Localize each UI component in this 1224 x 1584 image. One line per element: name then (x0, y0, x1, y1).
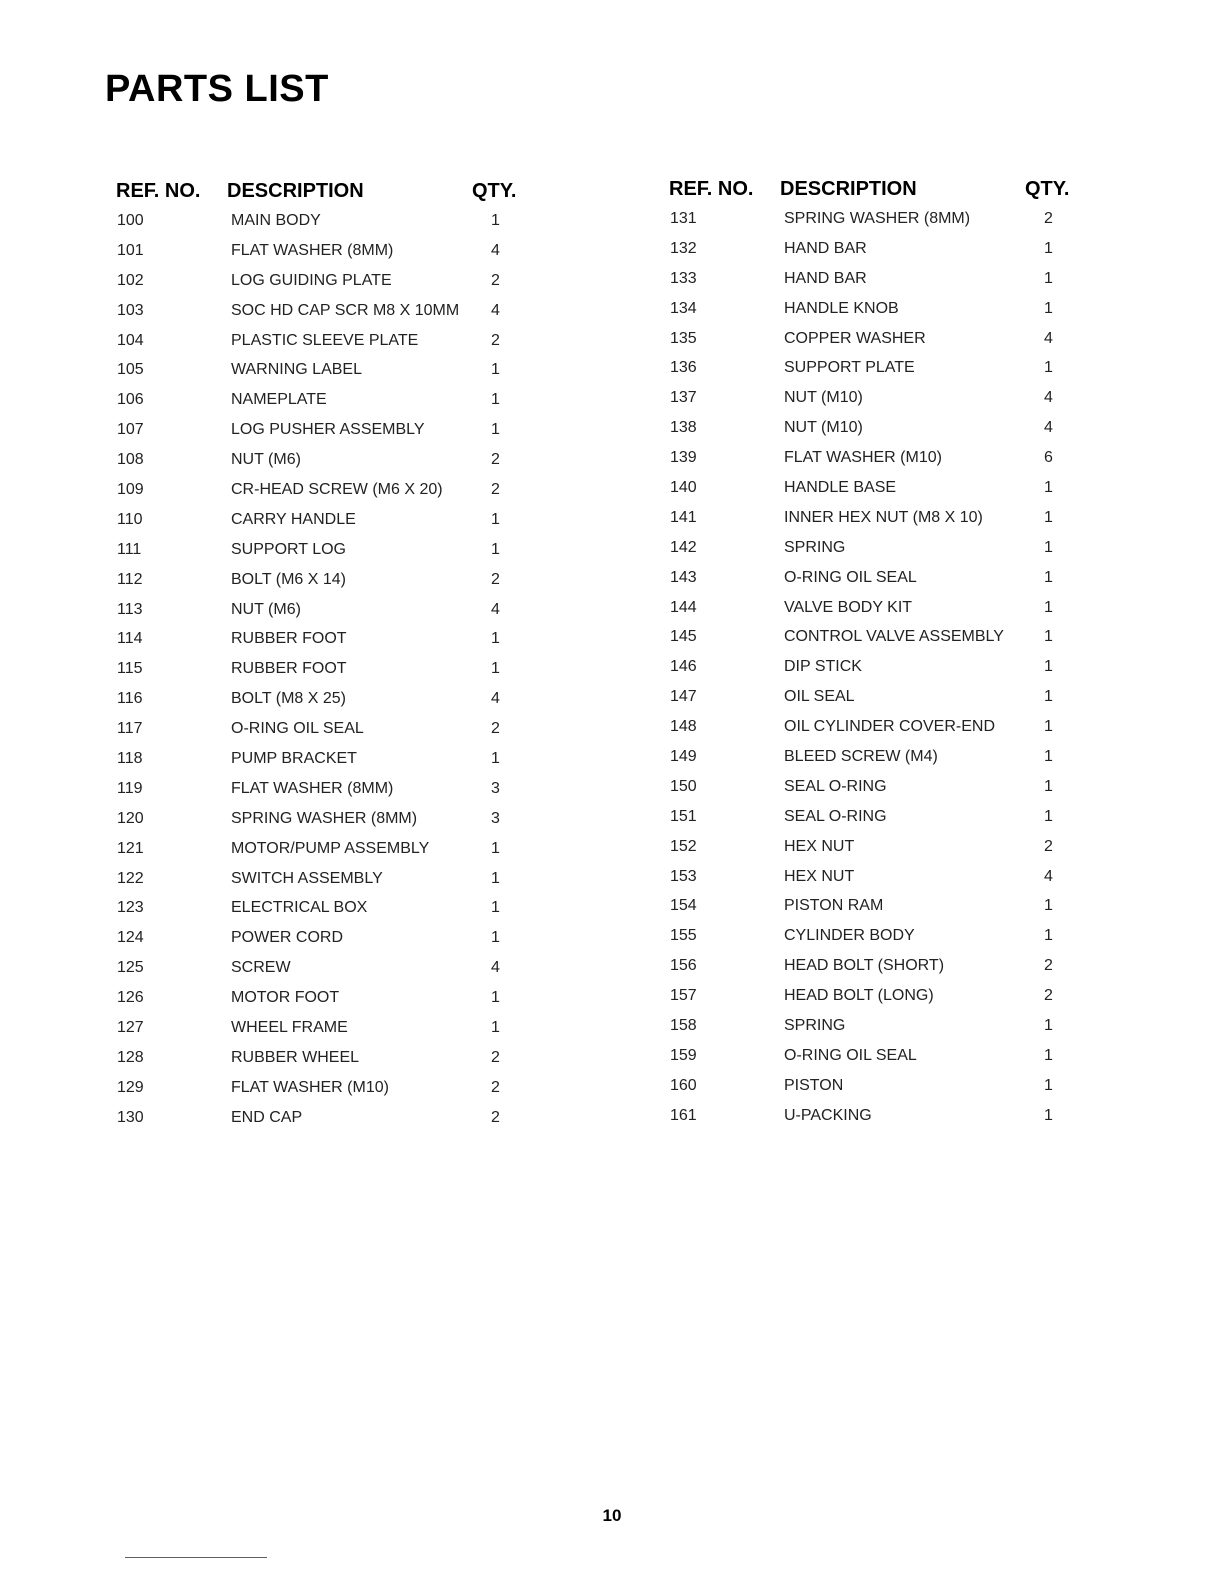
qty-cell: 1 (1044, 239, 1053, 257)
ref-no-cell: 116 (117, 690, 143, 708)
ref-no-cell: 133 (670, 269, 697, 287)
qty-cell: 1 (1044, 628, 1053, 646)
qty-cell: 2 (491, 720, 500, 738)
table-row (116, 864, 536, 894)
qty-cell: 3 (491, 779, 500, 797)
description-cell: SOC HD CAP SCR M8 X 10MM (231, 301, 460, 319)
table-row (116, 1043, 536, 1073)
qty-cell: 6 (1044, 449, 1053, 467)
table-row (116, 236, 536, 266)
qty-cell: 1 (1044, 1106, 1053, 1124)
ref-no-cell: 119 (117, 779, 143, 797)
description-cell: HANDLE KNOB (784, 299, 899, 317)
qty-cell: 1 (1044, 688, 1053, 706)
parts-table-right (669, 174, 1089, 1131)
description-cell: SUPPORT PLATE (784, 359, 915, 377)
qty-cell: 1 (1044, 927, 1053, 945)
ref-no-cell: 161 (670, 1106, 697, 1124)
qty-cell: 4 (491, 241, 500, 259)
qty-cell: 4 (491, 690, 500, 708)
qty-cell: 1 (1044, 359, 1053, 377)
qty-cell: 4 (1044, 329, 1053, 347)
table-row (669, 862, 1089, 892)
qty-cell: 1 (491, 989, 500, 1007)
description-cell: INNER HEX NUT (M8 X 10) (784, 508, 983, 526)
ref-no-cell: 159 (670, 1046, 697, 1064)
table-row (116, 475, 536, 505)
ref-no-cell: 144 (670, 598, 697, 616)
description-cell: CYLINDER BODY (784, 927, 915, 945)
qty-cell: 2 (491, 271, 500, 289)
table-row (669, 413, 1089, 443)
description-cell: RUBBER FOOT (231, 660, 347, 678)
description-cell: O-RING OIL SEAL (784, 1046, 917, 1064)
ref-no-cell: 149 (670, 747, 697, 765)
qty-cell: 4 (1044, 419, 1053, 437)
ref-no-cell: 141 (670, 508, 697, 526)
qty-cell: 1 (491, 510, 500, 528)
qty-cell: 1 (1044, 897, 1053, 915)
description-cell: MAIN BODY (231, 211, 321, 229)
description-cell: END CAP (231, 1108, 303, 1126)
description-cell: ELECTRICAL BOX (231, 899, 368, 917)
table-row (116, 684, 536, 714)
table-row (116, 714, 536, 744)
table-row (669, 832, 1089, 862)
ref-no-cell: 121 (117, 839, 144, 857)
description-cell: POWER CORD (231, 929, 343, 947)
qty-cell: 1 (1044, 478, 1053, 496)
table-row (116, 834, 536, 864)
description-cell: HEAD BOLT (LONG) (784, 987, 934, 1005)
table-row (116, 774, 536, 804)
ref-no-cell: 158 (670, 1016, 697, 1034)
description-cell: SPRING (784, 538, 846, 556)
qty-cell: 2 (1044, 209, 1053, 227)
ref-no-cell: 139 (670, 449, 697, 467)
ref-no-cell: 123 (117, 899, 144, 917)
table-row (116, 923, 536, 953)
table-row (116, 983, 536, 1013)
description-cell: VALVE BODY KIT (784, 598, 913, 616)
table-row (669, 682, 1089, 712)
ref-no-cell: 108 (117, 451, 144, 469)
ref-no-cell: 143 (670, 568, 697, 586)
table-row (669, 473, 1089, 503)
description-cell: NAMEPLATE (231, 391, 327, 409)
bottom-rule (125, 1557, 267, 1558)
ref-no-cell: 132 (670, 239, 697, 257)
table-row (116, 1013, 536, 1043)
table-row (669, 533, 1089, 563)
description-cell: SEAL O-RING (784, 807, 887, 825)
ref-no-cell: 138 (670, 419, 697, 437)
description-cell: MOTOR/PUMP ASSEMBLY (231, 839, 430, 857)
qty-cell: 1 (1044, 538, 1053, 556)
table-row (669, 802, 1089, 832)
qty-cell: 1 (1044, 508, 1053, 526)
description-cell: LOG GUIDING PLATE (231, 271, 392, 289)
table-row (669, 234, 1089, 264)
description-cell: FLAT WASHER (8MM) (231, 241, 394, 259)
description-cell: FLAT WASHER (M10) (231, 1078, 389, 1096)
table-row (116, 266, 536, 296)
table-row (669, 772, 1089, 802)
table-header-row (669, 174, 1089, 204)
ref-no-cell: 134 (670, 299, 697, 317)
ref-no-cell: 127 (117, 1018, 144, 1036)
qty-cell: 1 (1044, 1076, 1053, 1094)
qty-cell: 2 (491, 331, 500, 349)
qty-cell: 2 (1044, 987, 1053, 1005)
table-row (116, 445, 536, 475)
ref-no-cell: 154 (670, 897, 697, 915)
ref-no-cell: 112 (117, 570, 143, 588)
ref-no-cell: 130 (117, 1108, 144, 1126)
parts-table-left (116, 176, 536, 1133)
table-row (669, 921, 1089, 951)
table-row (669, 622, 1089, 652)
qty-cell: 4 (491, 959, 500, 977)
qty-cell: 1 (491, 211, 500, 229)
ref-no-cell: 153 (670, 867, 697, 885)
table-row (116, 893, 536, 923)
description-cell: NUT (M6) (231, 600, 301, 618)
description-cell: SPRING WASHER (8MM) (231, 809, 418, 827)
ref-no-cell: 146 (670, 658, 697, 676)
description-cell: CONTROL VALVE ASSEMBLY (784, 628, 1004, 646)
table-row (116, 296, 536, 326)
table-row (116, 505, 536, 535)
table-row (669, 981, 1089, 1011)
table-row (669, 204, 1089, 234)
qty-cell: 2 (1044, 837, 1053, 855)
description-cell: FLAT WASHER (M10) (784, 449, 942, 467)
description-cell: PISTON (784, 1076, 844, 1094)
qty-cell: 1 (1044, 568, 1053, 586)
qty-cell: 1 (491, 361, 500, 379)
ref-no-cell: 137 (670, 389, 697, 407)
table-row (116, 624, 536, 654)
qty-cell: 2 (491, 570, 500, 588)
qty-header: QTY. (472, 179, 517, 202)
ref-no-cell: 155 (670, 927, 697, 945)
ref-no-cell: 107 (117, 421, 144, 439)
ref-no-cell: 156 (670, 957, 697, 975)
ref-no-cell: 104 (117, 331, 144, 349)
description-cell: MOTOR FOOT (231, 989, 340, 1007)
table-row (669, 1011, 1089, 1041)
description-cell: SPRING WASHER (8MM) (784, 209, 971, 227)
ref-no-cell: 142 (670, 538, 697, 556)
table-row (116, 1073, 536, 1103)
ref-no-cell: 109 (117, 480, 144, 498)
qty-cell: 2 (491, 1108, 500, 1126)
qty-cell: 1 (491, 749, 500, 767)
ref-no-cell: 102 (117, 271, 144, 289)
description-cell: SEAL O-RING (784, 777, 887, 795)
qty-cell: 1 (1044, 658, 1053, 676)
table-row (116, 744, 536, 774)
qty-cell: 1 (1044, 718, 1053, 736)
table-row (669, 264, 1089, 294)
ref-no-cell: 125 (117, 959, 144, 977)
qty-cell: 1 (491, 660, 500, 678)
ref-no-cell: 135 (670, 329, 697, 347)
table-row (669, 593, 1089, 623)
description-cell: HANDLE BASE (784, 478, 897, 496)
qty-cell: 1 (1044, 1016, 1053, 1034)
description-cell: WHEEL FRAME (231, 1018, 348, 1036)
qty-cell: 2 (491, 1078, 500, 1096)
qty-cell: 4 (1044, 389, 1053, 407)
description-cell: CARRY HANDLE (231, 510, 356, 528)
ref-no-cell: 131 (670, 209, 697, 227)
qty-header: QTY. (1025, 177, 1070, 200)
qty-cell: 3 (491, 809, 500, 827)
table-row (116, 385, 536, 415)
qty-cell: 4 (1044, 867, 1053, 885)
qty-cell: 1 (1044, 807, 1053, 825)
table-row (669, 294, 1089, 324)
ref-no-cell: 140 (670, 478, 697, 496)
table-row (116, 953, 536, 983)
ref-no-cell: 136 (670, 359, 697, 377)
table-row (669, 742, 1089, 772)
description-cell: WARNING LABEL (231, 361, 362, 379)
table-row (669, 353, 1089, 383)
description-cell: O-RING OIL SEAL (784, 568, 917, 586)
qty-cell: 4 (491, 600, 500, 618)
description-cell: U-PACKING (784, 1106, 872, 1124)
ref-no-cell: 106 (117, 391, 144, 409)
ref-no-cell: 105 (117, 361, 144, 379)
ref-no-cell: 160 (670, 1076, 697, 1094)
ref-no-cell: 157 (670, 987, 697, 1005)
qty-cell: 1 (491, 630, 500, 648)
qty-cell: 1 (491, 899, 500, 917)
qty-cell: 1 (1044, 598, 1053, 616)
table-row (669, 1041, 1089, 1071)
table-row (116, 654, 536, 684)
table-row (669, 1071, 1089, 1101)
table-row (116, 804, 536, 834)
description-cell: PUMP BRACKET (231, 749, 357, 767)
description-header: DESCRIPTION (227, 179, 364, 202)
description-cell: CR-HEAD SCREW (M6 X 20) (231, 480, 443, 498)
description-cell: LOG PUSHER ASSEMBLY (231, 421, 425, 439)
ref-no-cell: 147 (670, 688, 697, 706)
table-row (116, 206, 536, 236)
description-cell: HEAD BOLT (SHORT) (784, 957, 945, 975)
qty-cell: 1 (491, 421, 500, 439)
description-cell: OIL CYLINDER COVER-END (784, 718, 995, 736)
table-row (669, 891, 1089, 921)
description-cell: SWITCH ASSEMBLY (231, 869, 383, 887)
qty-cell: 4 (491, 301, 500, 319)
description-cell: PISTON RAM (784, 897, 884, 915)
table-row (669, 712, 1089, 742)
ref-no-header: REF. NO. (116, 179, 201, 202)
table-row (669, 324, 1089, 354)
table-row (669, 503, 1089, 533)
table-row (116, 415, 536, 445)
description-cell: PLASTIC SLEEVE PLATE (231, 331, 419, 349)
description-cell: HAND BAR (784, 269, 867, 287)
qty-cell: 2 (491, 451, 500, 469)
qty-cell: 1 (491, 391, 500, 409)
description-cell: NUT (M6) (231, 451, 301, 469)
description-cell: NUT (M10) (784, 419, 863, 437)
table-row (669, 563, 1089, 593)
ref-no-cell: 115 (117, 660, 143, 678)
ref-no-cell: 151 (670, 807, 697, 825)
description-cell: O-RING OIL SEAL (231, 720, 364, 738)
ref-no-cell: 145 (670, 628, 697, 646)
table-header-row (116, 176, 536, 206)
qty-cell: 2 (491, 1048, 500, 1066)
description-cell: OIL SEAL (784, 688, 855, 706)
qty-cell: 1 (1044, 747, 1053, 765)
table-row (116, 535, 536, 565)
ref-no-cell: 118 (117, 749, 143, 767)
ref-no-cell: 100 (117, 211, 144, 229)
table-row (116, 1103, 536, 1133)
description-cell: DIP STICK (784, 658, 862, 676)
ref-no-cell: 150 (670, 777, 697, 795)
description-cell: FLAT WASHER (8MM) (231, 779, 394, 797)
description-cell: SUPPORT LOG (231, 540, 346, 558)
ref-no-cell: 110 (117, 510, 143, 528)
table-row (669, 652, 1089, 682)
ref-no-cell: 148 (670, 718, 697, 736)
table-row (669, 1101, 1089, 1131)
ref-no-cell: 152 (670, 837, 697, 855)
page-number: 10 (602, 1506, 622, 1525)
ref-no-cell: 113 (117, 600, 143, 618)
qty-cell: 1 (491, 839, 500, 857)
qty-cell: 1 (1044, 1046, 1053, 1064)
description-cell: SPRING (784, 1016, 846, 1034)
description-cell: COPPER WASHER (784, 329, 926, 347)
description-cell: HEX NUT (784, 837, 855, 855)
table-row (116, 326, 536, 356)
qty-cell: 1 (1044, 299, 1053, 317)
ref-no-cell: 114 (117, 630, 143, 648)
qty-cell: 1 (491, 540, 500, 558)
qty-cell: 1 (1044, 777, 1053, 795)
ref-no-cell: 126 (117, 989, 144, 1007)
ref-no-header: REF. NO. (669, 177, 754, 200)
description-cell: SCREW (231, 959, 291, 977)
description-header: DESCRIPTION (780, 177, 917, 200)
description-cell: HAND BAR (784, 239, 867, 257)
qty-cell: 1 (491, 869, 500, 887)
description-cell: BLEED SCREW (M4) (784, 747, 938, 765)
description-cell: NUT (M10) (784, 389, 863, 407)
qty-cell: 1 (491, 1018, 500, 1036)
description-cell: RUBBER WHEEL (231, 1048, 360, 1066)
ref-no-cell: 122 (117, 869, 144, 887)
ref-no-cell: 129 (117, 1078, 144, 1096)
table-row (116, 565, 536, 595)
table-row (116, 355, 536, 385)
description-cell: RUBBER FOOT (231, 630, 347, 648)
ref-no-cell: 117 (117, 720, 143, 738)
page-title: PARTS LIST (105, 68, 329, 110)
table-row (116, 595, 536, 625)
qty-cell: 2 (491, 480, 500, 498)
table-row (669, 443, 1089, 473)
description-cell: BOLT (M6 X 14) (231, 570, 346, 588)
table-row (669, 383, 1089, 413)
description-cell: HEX NUT (784, 867, 855, 885)
qty-cell: 1 (1044, 269, 1053, 287)
ref-no-cell: 101 (117, 241, 144, 259)
ref-no-cell: 128 (117, 1048, 144, 1066)
ref-no-cell: 103 (117, 301, 144, 319)
ref-no-cell: 120 (117, 809, 144, 827)
ref-no-cell: 111 (117, 540, 142, 558)
qty-cell: 2 (1044, 957, 1053, 975)
ref-no-cell: 124 (117, 929, 144, 947)
description-cell: BOLT (M8 X 25) (231, 690, 346, 708)
qty-cell: 1 (491, 929, 500, 947)
table-row (669, 951, 1089, 981)
